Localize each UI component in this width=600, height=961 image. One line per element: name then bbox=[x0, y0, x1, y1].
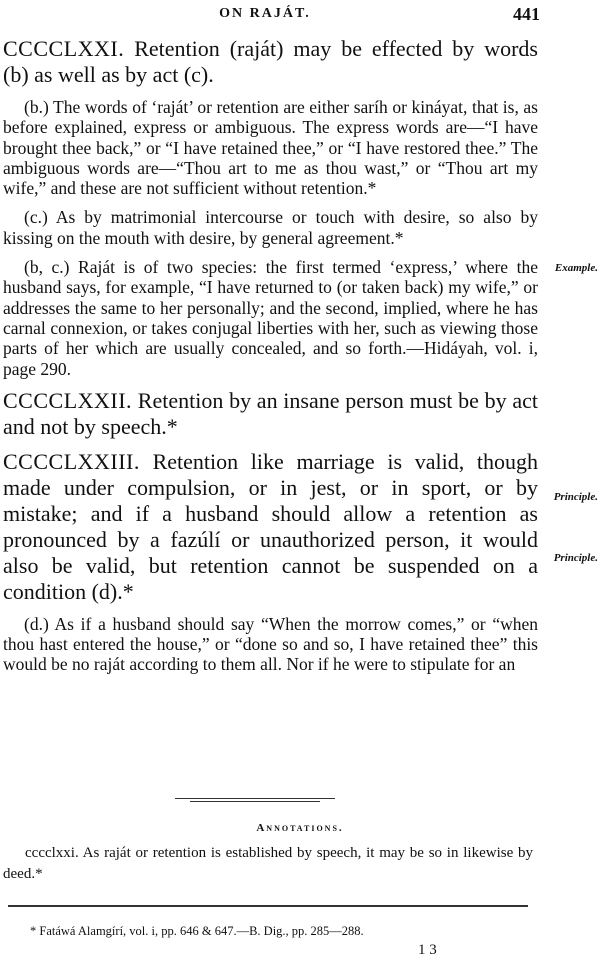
signature-mark: 1 3 bbox=[418, 942, 437, 958]
note-b: (b.) The words of ‘raját’ or retention are either saríh or kináyat, that is, as before explained, express or ambiguous. The express words are—“I have brought thee back,” or “I have retained thee,” or “I have restored thee.” The ambiguous words are—“Thou art to me as thou wast,” or “Thou art my wife,” and these are not sufficient without retention.* bbox=[3, 97, 538, 199]
margin-note-principle: Principle. bbox=[553, 552, 598, 564]
annotations-heading: Annotations. bbox=[256, 822, 344, 834]
page-number: 441 bbox=[513, 4, 540, 24]
margin-note-principle: Principle. bbox=[553, 491, 598, 503]
section-text: Retention by an insane person must be by act and not by speech.* bbox=[3, 387, 538, 439]
page-header bbox=[0, 2, 600, 26]
page-body bbox=[3, 36, 538, 684]
section-cccclxxiii bbox=[3, 449, 538, 605]
divider-rule bbox=[190, 801, 320, 802]
annotation-text: cccclxxi. As raját or retention is established by speech, it may be so in likewise by deed.* bbox=[3, 845, 533, 882]
section-cccclxxii bbox=[3, 388, 538, 440]
footnote: * Fatáwá Alamgírí, vol. i, pp. 646 & 647.—B. Dig., pp. 285—288. bbox=[30, 924, 364, 938]
section-text: Retention (raját) may be effected by words (b) as well as by act (c). bbox=[3, 36, 538, 87]
section-number: CCCCLXXI. bbox=[3, 36, 125, 61]
footnote-rule bbox=[8, 905, 528, 907]
margin-note-example: Example. bbox=[554, 262, 598, 274]
note-d: (d.) As if a husband should say “When the morrow comes,” or “when thou hast entered the house,” or “done so and so, I have retained thee” this would be no raját according to them all. Nor if he were to stipulate for an bbox=[3, 613, 538, 675]
section-number: CCCCLXXIII. bbox=[3, 448, 140, 474]
running-title: ON RAJÁT. bbox=[219, 6, 311, 21]
note-b-c: (b, c.) Raját is of two species: the first termed ‘express,’ where the husband says, for example, “I have returned to (or taken back) my wife,” or addresses the same to her personally; and the second, implied, where he has carnal connexion, or takes conjugal liberties with her, such as viewing those parts of her which are usually concealed, and so forth.—Hidáyah, vol. i, page 290. bbox=[3, 257, 538, 379]
note-c: (c.) As by matrimonial intercourse or touch with desire, so also by kissing on the mouth with desire, by general agreement.* bbox=[3, 207, 538, 248]
divider-rule bbox=[175, 798, 335, 799]
section-text: Retention like marriage is valid, though made under compulsion, or in jest, or in sport, or by mistake; and if a husband should allow a retention as pronounced by a fazúlí or unauthorized person, it would also be valid, but retention cannot be suspended on a condition (d).* bbox=[3, 448, 538, 604]
section-cccclxxi bbox=[3, 36, 538, 88]
section-number: CCCCLXXII. bbox=[3, 387, 133, 413]
